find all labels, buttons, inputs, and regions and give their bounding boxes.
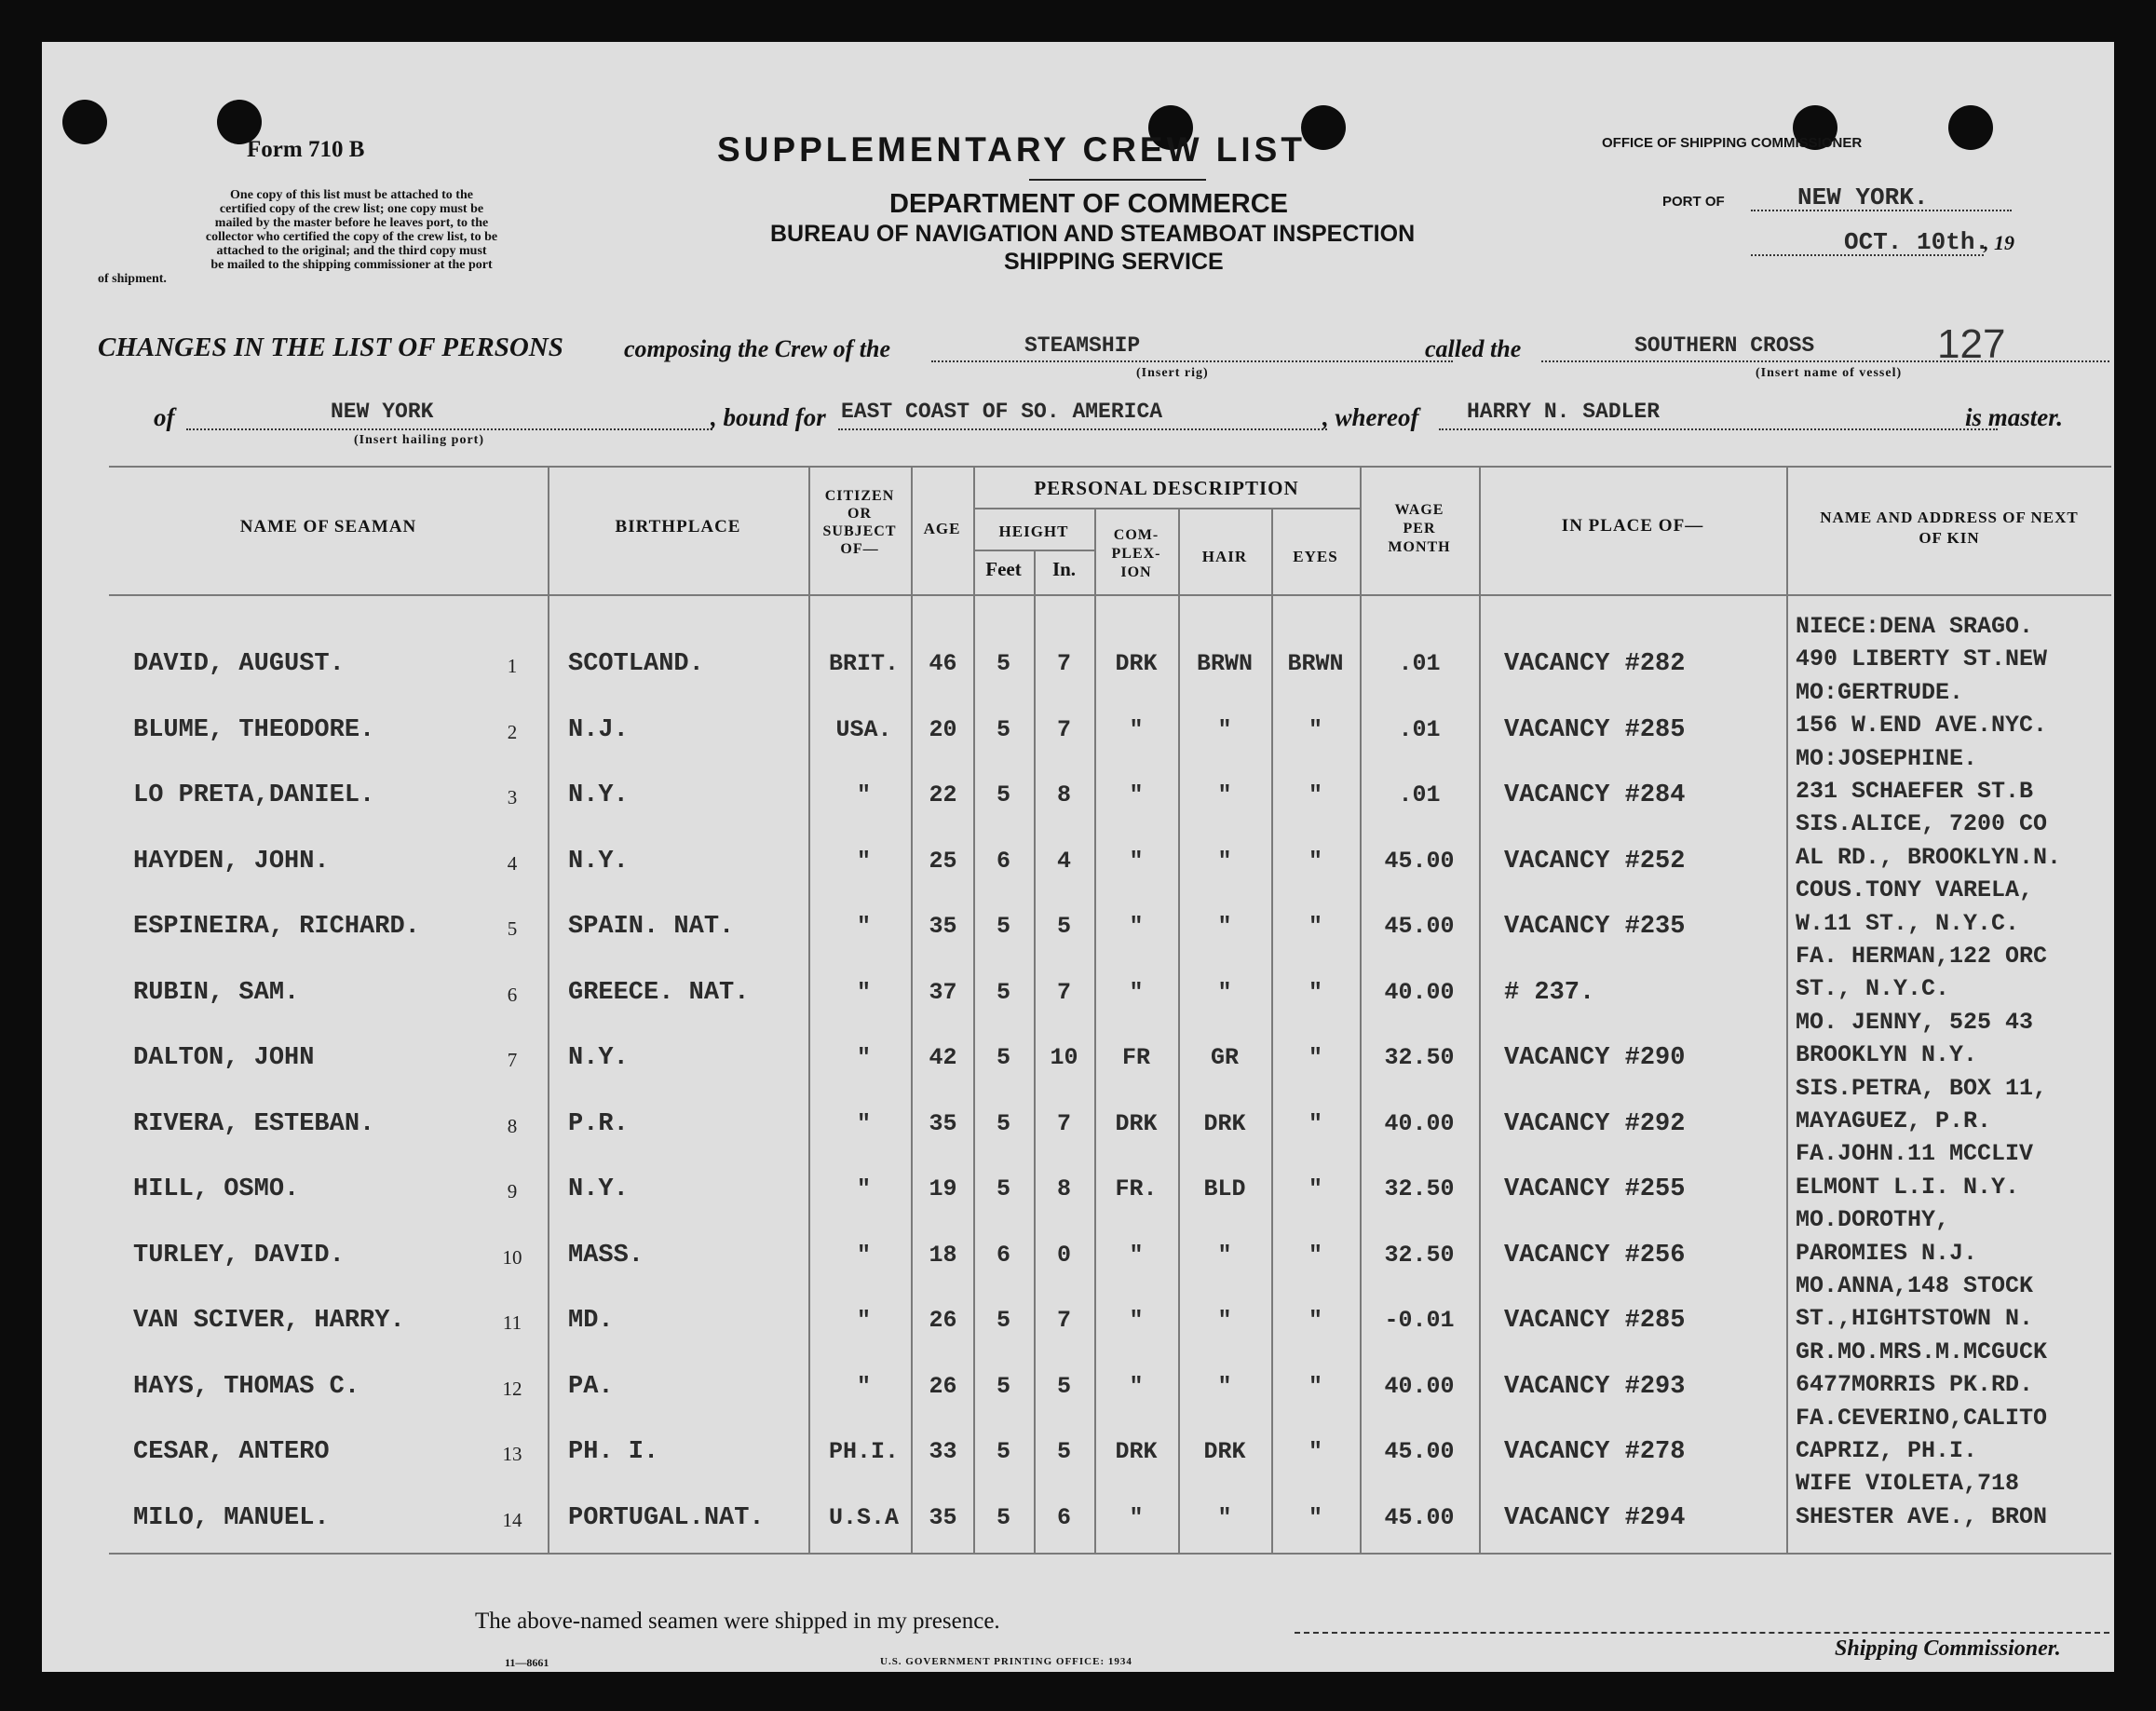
birthplace: PORTUGAL.NAT. bbox=[568, 1503, 765, 1532]
seaman-name: MILO, MANUEL. bbox=[133, 1503, 330, 1532]
header-personal-description: PERSONAL DESCRIPTION bbox=[1034, 477, 1299, 499]
row-number: 4 bbox=[507, 851, 518, 875]
kin-line: SHESTER AVE., BRON bbox=[1796, 1502, 2048, 1530]
kin-line: MO.ANNA,148 STOCK bbox=[1796, 1272, 2034, 1299]
header-wage-line: WAGE bbox=[1394, 502, 1444, 518]
signature-label: Shipping Commissioner. bbox=[1835, 1636, 2061, 1661]
in-place-of: VACANCY #255 bbox=[1504, 1175, 1686, 1203]
crew-list-document bbox=[42, 42, 2114, 1672]
called-label: called the bbox=[1425, 335, 1522, 362]
eyes: " bbox=[1308, 1044, 1322, 1071]
height-feet: 5 bbox=[996, 1044, 1010, 1071]
in-place-of: VACANCY #256 bbox=[1504, 1241, 1686, 1270]
height-feet: 5 bbox=[996, 1307, 1010, 1334]
complexion: " bbox=[1129, 715, 1144, 743]
kin-line: MO:GERTRUDE. bbox=[1796, 678, 1964, 706]
seaman-name: LO PRETA,DANIEL. bbox=[133, 781, 375, 809]
height-inches: 8 bbox=[1056, 781, 1071, 808]
printer-imprint: U.S. GOVERNMENT PRINTING OFFICE: 1934 bbox=[880, 1656, 1132, 1667]
header-complexion-line: PLEX- bbox=[1111, 546, 1161, 562]
citizenship: " bbox=[856, 847, 871, 875]
column-rule bbox=[548, 466, 549, 1553]
height-feet: 5 bbox=[996, 715, 1010, 743]
complexion: FR bbox=[1121, 1044, 1150, 1071]
height-inches: 7 bbox=[1056, 978, 1071, 1006]
height-inches: 5 bbox=[1056, 1438, 1071, 1465]
complexion: " bbox=[1129, 1241, 1144, 1269]
seaman-name: HILL, OSMO. bbox=[133, 1175, 300, 1203]
height-feet: 5 bbox=[996, 650, 1010, 677]
wage: 32.50 bbox=[1384, 1241, 1455, 1269]
row-number: 14 bbox=[502, 1508, 522, 1531]
height-inches: 10 bbox=[1050, 1044, 1078, 1071]
height-inches: 7 bbox=[1056, 1109, 1071, 1137]
in-place-of: VACANCY #252 bbox=[1504, 847, 1686, 876]
header-wage-line: PER bbox=[1403, 521, 1436, 536]
kin-line: NIECE:DENA SRAGO. bbox=[1796, 613, 2034, 640]
in-place-of: VACANCY #284 bbox=[1504, 781, 1686, 809]
in-place-of: VACANCY #278 bbox=[1504, 1438, 1686, 1466]
birthplace: PA. bbox=[568, 1372, 614, 1401]
kin-line: FA.CEVERINO,CALITO bbox=[1796, 1404, 2048, 1432]
age: 20 bbox=[929, 715, 957, 743]
complexion: " bbox=[1129, 781, 1144, 808]
kin-line: AL RD., BROOKLYN.N. bbox=[1796, 843, 2062, 871]
height-feet: 5 bbox=[996, 1175, 1010, 1202]
kin-line: 156 W.END AVE.NYC. bbox=[1796, 712, 2048, 740]
destination: EAST COAST OF SO. AMERICA bbox=[841, 400, 1163, 424]
kin-line: MO. JENNY, 525 43 bbox=[1796, 1008, 2034, 1036]
citizenship: " bbox=[856, 1241, 871, 1269]
header-citizen bbox=[808, 487, 911, 558]
height-inches: 0 bbox=[1056, 1241, 1071, 1269]
header-height: HEIGHT bbox=[998, 523, 1069, 540]
birthplace: N.Y. bbox=[568, 1044, 629, 1072]
kin-line: SIS.PETRA, BOX 11, bbox=[1796, 1074, 2048, 1102]
punch-hole-icon bbox=[1301, 105, 1346, 150]
seaman-name: HAYDEN, JOHN. bbox=[133, 847, 330, 876]
header-citizen-line: CITIZEN bbox=[824, 488, 895, 504]
hailing-port: NEW YORK bbox=[331, 400, 434, 424]
eyes: " bbox=[1308, 1109, 1322, 1137]
table-bottom-rule bbox=[109, 1553, 2111, 1555]
header-feet: Feet bbox=[985, 558, 1022, 580]
kin-line: ST., N.Y.C. bbox=[1796, 975, 1950, 1003]
kin-line: MO.DOROTHY, bbox=[1796, 1206, 1950, 1234]
header-inches: In. bbox=[1051, 558, 1077, 580]
height-inches: 7 bbox=[1056, 650, 1071, 677]
header-next-of-kin bbox=[1786, 508, 2112, 549]
in-place-of: VACANCY #294 bbox=[1504, 1503, 1686, 1532]
height-inches: 6 bbox=[1056, 1503, 1071, 1531]
hair: BRWN bbox=[1196, 650, 1253, 677]
row-number: 6 bbox=[507, 983, 518, 1006]
form-number: Form 710 B bbox=[247, 137, 365, 162]
row-number: 12 bbox=[502, 1377, 522, 1400]
header-birthplace: BIRTHPLACE bbox=[615, 517, 741, 536]
kin-line: W.11 ST., N.Y.C. bbox=[1796, 909, 2020, 937]
height-feet: 6 bbox=[996, 1241, 1010, 1269]
row-number: 1 bbox=[507, 655, 518, 677]
header-complexion-line: COM- bbox=[1113, 527, 1159, 543]
hair: " bbox=[1217, 1241, 1232, 1269]
birthplace: PH. I. bbox=[568, 1438, 659, 1466]
office-label: OFFICE OF SHIPPING COMMISSIONER bbox=[1602, 135, 1863, 151]
instruction-line: attached to the original; and the third copy must bbox=[216, 244, 487, 258]
seaman-name: DAVID, AUGUST. bbox=[133, 650, 345, 678]
kin-line: 6477MORRIS PK.RD. bbox=[1796, 1371, 2034, 1399]
header-kin-line: NAME AND ADDRESS OF NEXT bbox=[1820, 509, 2079, 526]
kin-line: COUS.TONY VARELA, bbox=[1796, 876, 2034, 904]
wage: .01 bbox=[1398, 715, 1441, 743]
complexion: DRK bbox=[1115, 650, 1158, 677]
height-feet: 5 bbox=[996, 1372, 1010, 1400]
in-place-of: # 237. bbox=[1504, 978, 1595, 1007]
complexion: " bbox=[1129, 1372, 1144, 1400]
citizenship: " bbox=[856, 1372, 871, 1400]
age: 33 bbox=[929, 1438, 957, 1465]
height-feet: 5 bbox=[996, 1503, 1010, 1531]
form-code: 11—8661 bbox=[505, 1656, 549, 1669]
seaman-name: DALTON, JOHN bbox=[133, 1044, 315, 1072]
kin-line: 231 SCHAEFER ST.B bbox=[1796, 778, 2034, 805]
birthplace: MASS. bbox=[568, 1241, 644, 1270]
eyes: " bbox=[1308, 978, 1322, 1006]
header-citizen-line: OR bbox=[847, 506, 872, 522]
wage: 45.00 bbox=[1384, 913, 1455, 940]
changes-label: CHANGES IN THE LIST OF PERSONS bbox=[98, 333, 563, 362]
citizenship: BRIT. bbox=[828, 650, 899, 677]
height-inches: 5 bbox=[1056, 1372, 1071, 1400]
hair: DRK bbox=[1203, 1438, 1246, 1465]
bureau-name: BUREAU OF NAVIGATION AND STEAMBOAT INSPECTION bbox=[770, 221, 1416, 247]
height-inches: 4 bbox=[1056, 847, 1071, 875]
complexion: DRK bbox=[1115, 1438, 1158, 1465]
in-place-of: VACANCY #292 bbox=[1504, 1109, 1686, 1138]
birthplace: N.J. bbox=[568, 715, 629, 744]
instruction-line: One copy of this list must be attached to the bbox=[230, 188, 473, 202]
seaman-name: TURLEY, DAVID. bbox=[133, 1241, 345, 1270]
hair: BLD bbox=[1203, 1175, 1246, 1202]
age: 42 bbox=[929, 1044, 957, 1071]
personal-rule bbox=[973, 508, 1360, 509]
table-header-rule bbox=[109, 594, 2111, 596]
header-name-of-seaman: NAME OF SEAMAN bbox=[239, 517, 417, 536]
kin-line: WIFE VIOLETA,718 bbox=[1796, 1470, 2020, 1498]
eyes: BRWN bbox=[1287, 650, 1344, 677]
column-rule bbox=[1786, 466, 1788, 1553]
hair: " bbox=[1217, 913, 1232, 940]
complexion: " bbox=[1129, 913, 1144, 940]
kin-line: GR.MO.MRS.M.MCGUCK bbox=[1796, 1338, 2048, 1365]
in-place-of: VACANCY #293 bbox=[1504, 1372, 1686, 1401]
hair: " bbox=[1217, 1307, 1232, 1334]
row-number: 8 bbox=[507, 1114, 518, 1137]
eyes: " bbox=[1308, 781, 1322, 808]
citizenship: PH.I. bbox=[828, 1438, 899, 1465]
citizenship: " bbox=[856, 978, 871, 1006]
citizenship: U.S.A bbox=[828, 1503, 899, 1531]
age: 35 bbox=[929, 913, 957, 940]
rig-value: STEAMSHIP bbox=[1024, 333, 1141, 358]
birthplace: P.R. bbox=[568, 1109, 629, 1138]
age: 22 bbox=[929, 781, 957, 808]
hailing-port-line bbox=[186, 428, 712, 430]
citizenship: " bbox=[856, 1109, 871, 1137]
kin-line: MAYAGUEZ, P.R. bbox=[1796, 1107, 1992, 1134]
seaman-name: BLUME, THEODORE. bbox=[133, 715, 375, 744]
eyes: " bbox=[1308, 1438, 1322, 1465]
wage: 45.00 bbox=[1384, 1438, 1455, 1465]
kin-line: FA.JOHN.11 MCCLIV bbox=[1796, 1140, 2034, 1168]
kin-line: SIS.ALICE, 7200 CO bbox=[1796, 810, 2048, 838]
height-feet: 5 bbox=[996, 781, 1010, 808]
destination-line bbox=[838, 428, 1327, 430]
age: 18 bbox=[929, 1241, 957, 1269]
form-title: SUPPLEMENTARY CREW LIST bbox=[717, 130, 1306, 169]
header-wage bbox=[1360, 501, 1479, 557]
eyes: " bbox=[1308, 1241, 1322, 1269]
kin-line: ELMONT L.I. N.Y. bbox=[1796, 1173, 2020, 1201]
header-citizen-line: SUBJECT bbox=[822, 523, 897, 539]
birthplace: N.Y. bbox=[568, 847, 629, 876]
rig-line bbox=[931, 360, 1453, 362]
citizenship: " bbox=[856, 1044, 871, 1071]
in-place-of: VACANCY #235 bbox=[1504, 913, 1686, 941]
complexion: " bbox=[1129, 978, 1144, 1006]
whereof-label: , whereof bbox=[1322, 403, 1419, 431]
wage: 40.00 bbox=[1384, 1372, 1455, 1400]
complexion: " bbox=[1129, 1503, 1144, 1531]
service-name: SHIPPING SERVICE bbox=[1004, 249, 1224, 275]
wage: 32.50 bbox=[1384, 1044, 1455, 1071]
age: 46 bbox=[929, 650, 957, 677]
rig-hint: (Insert rig) bbox=[1136, 366, 1209, 380]
in-place-of: VACANCY #285 bbox=[1504, 1307, 1686, 1335]
wage: -0.01 bbox=[1384, 1307, 1455, 1334]
height-inches: 7 bbox=[1056, 715, 1071, 743]
hair: " bbox=[1217, 715, 1232, 743]
header-citizen-line: OF— bbox=[840, 541, 879, 557]
instruction-line: be mailed to the shipping commissioner at the port bbox=[210, 258, 493, 272]
master-label: is master. bbox=[1965, 403, 2064, 431]
complexion: " bbox=[1129, 847, 1144, 875]
wage: .01 bbox=[1398, 650, 1441, 677]
instruction-line: certified copy of the crew list; one copy must be bbox=[219, 202, 484, 216]
birthplace: GREECE. NAT. bbox=[568, 978, 750, 1007]
vessel-name-line bbox=[1541, 360, 2109, 362]
header-complexion-line: ION bbox=[1120, 564, 1152, 580]
punch-hole-icon bbox=[62, 100, 107, 144]
complexion: " bbox=[1129, 1307, 1144, 1334]
vessel-name: SOUTHERN CROSS bbox=[1634, 333, 1815, 358]
eyes: " bbox=[1308, 1175, 1322, 1202]
height-feet: 5 bbox=[996, 913, 1010, 940]
wage: 32.50 bbox=[1384, 1175, 1455, 1202]
punch-hole-icon bbox=[1948, 105, 1993, 150]
eyes: " bbox=[1308, 1307, 1322, 1334]
in-place-of: VACANCY #285 bbox=[1504, 715, 1686, 744]
birthplace: N.Y. bbox=[568, 1175, 629, 1203]
master-line bbox=[1439, 428, 1998, 430]
seaman-name: RUBIN, SAM. bbox=[133, 978, 300, 1007]
hair: " bbox=[1217, 781, 1232, 808]
instruction-line: mailed by the master before he leaves port, to the bbox=[214, 216, 489, 230]
height-feet: 5 bbox=[996, 1438, 1010, 1465]
wage: 40.00 bbox=[1384, 1109, 1455, 1137]
age: 26 bbox=[929, 1307, 957, 1334]
in-place-of: VACANCY #290 bbox=[1504, 1044, 1686, 1072]
page-mark: 127 bbox=[1937, 321, 2006, 367]
instruction-line: collector who certified the copy of the crew list, to be bbox=[205, 230, 498, 244]
height-feet: 6 bbox=[996, 847, 1010, 875]
column-rule bbox=[1479, 466, 1481, 1553]
signature-line bbox=[1295, 1632, 2109, 1634]
age: 35 bbox=[929, 1503, 957, 1531]
row-number: 9 bbox=[507, 1180, 518, 1202]
vessel-name-hint: (Insert name of vessel) bbox=[1756, 366, 1903, 380]
birthplace: SPAIN. NAT. bbox=[568, 913, 735, 941]
citizenship: " bbox=[856, 1307, 871, 1334]
kin-line: FA. HERMAN,122 ORC bbox=[1796, 943, 2048, 970]
height-feet: 5 bbox=[996, 978, 1010, 1006]
seaman-name: HAYS, THOMAS C. bbox=[133, 1372, 360, 1401]
header-complexion bbox=[1094, 526, 1178, 582]
hair: " bbox=[1217, 1503, 1232, 1531]
seaman-name: ESPINEIRA, RICHARD. bbox=[133, 913, 420, 941]
eyes: " bbox=[1308, 913, 1322, 940]
eyes: " bbox=[1308, 1503, 1322, 1531]
age: 19 bbox=[929, 1175, 957, 1202]
wage: 45.00 bbox=[1384, 847, 1455, 875]
header-in-place-of: IN PLACE OF— bbox=[1561, 516, 1704, 536]
wage: .01 bbox=[1398, 781, 1441, 808]
age: 26 bbox=[929, 1372, 957, 1400]
kin-line: 490 LIBERTY ST.NEW bbox=[1796, 645, 2048, 673]
title-rule bbox=[1029, 179, 1206, 181]
citizenship: USA. bbox=[835, 715, 892, 743]
seaman-name: VAN SCIVER, HARRY. bbox=[133, 1307, 405, 1335]
date-value: OCT. 10th. bbox=[1844, 228, 1990, 256]
kin-line: PAROMIES N.J. bbox=[1796, 1239, 1978, 1267]
row-number: 2 bbox=[507, 720, 518, 743]
row-number: 13 bbox=[502, 1443, 522, 1465]
bound-label: , bound for bbox=[711, 403, 826, 431]
header-kin-line: OF KIN bbox=[1919, 529, 1980, 547]
header-hair: HAIR bbox=[1201, 548, 1248, 565]
hailing-port-hint: (Insert hailing port) bbox=[354, 433, 484, 447]
height-feet: 5 bbox=[996, 1109, 1010, 1137]
port-label: PORT OF bbox=[1662, 194, 1725, 210]
hair: " bbox=[1217, 1372, 1232, 1400]
birthplace: N.Y. bbox=[568, 781, 629, 809]
row-number: 7 bbox=[507, 1049, 518, 1071]
birthplace: MD. bbox=[568, 1307, 614, 1335]
complexion: DRK bbox=[1115, 1109, 1158, 1137]
header-age: AGE bbox=[923, 520, 961, 537]
citizenship: " bbox=[856, 913, 871, 940]
year-suffix: , 19 bbox=[1984, 231, 2014, 254]
column-rule bbox=[808, 466, 810, 1553]
seaman-name: RIVERA, ESTEBAN. bbox=[133, 1109, 375, 1138]
age: 25 bbox=[929, 847, 957, 875]
header-wage-line: MONTH bbox=[1388, 539, 1451, 555]
in-place-of: VACANCY #282 bbox=[1504, 650, 1686, 678]
eyes: " bbox=[1308, 847, 1322, 875]
age: 35 bbox=[929, 1109, 957, 1137]
header-eyes: EYES bbox=[1293, 548, 1338, 565]
birthplace: SCOTLAND. bbox=[568, 650, 704, 678]
citizenship: " bbox=[856, 1175, 871, 1202]
hair: " bbox=[1217, 978, 1232, 1006]
row-number: 10 bbox=[502, 1245, 522, 1269]
kin-line: CAPRIZ, PH.I. bbox=[1796, 1437, 1978, 1464]
row-number: 5 bbox=[507, 917, 518, 940]
height-inches: 8 bbox=[1056, 1175, 1071, 1202]
form-instructions bbox=[98, 188, 605, 286]
hair: GR bbox=[1210, 1044, 1239, 1071]
eyes: " bbox=[1308, 715, 1322, 743]
hair: " bbox=[1217, 847, 1232, 875]
table-top-rule bbox=[109, 466, 2111, 468]
age: 37 bbox=[929, 978, 957, 1006]
footer-statement: The above-named seamen were shipped in my presence. bbox=[475, 1609, 1000, 1634]
instruction-line: of shipment. bbox=[98, 272, 167, 286]
eyes: " bbox=[1308, 1372, 1322, 1400]
master-name: HARRY N. SADLER bbox=[1467, 400, 1661, 424]
citizenship: " bbox=[856, 781, 871, 808]
kin-line: ST.,HIGHTSTOWN N. bbox=[1796, 1305, 2034, 1333]
row-number: 3 bbox=[507, 786, 518, 808]
composing-label: composing the Crew of the bbox=[624, 335, 891, 362]
of-label: of bbox=[154, 403, 175, 431]
complexion: FR. bbox=[1115, 1175, 1158, 1202]
hair: DRK bbox=[1203, 1109, 1246, 1137]
department-name: DEPARTMENT OF COMMERCE bbox=[889, 189, 1289, 219]
height-inches: 5 bbox=[1056, 913, 1071, 940]
height-inches: 7 bbox=[1056, 1307, 1071, 1334]
wage: 40.00 bbox=[1384, 978, 1455, 1006]
kin-line: BROOKLYN N.Y. bbox=[1796, 1041, 1978, 1069]
wage: 45.00 bbox=[1384, 1503, 1455, 1531]
port-value: NEW YORK. bbox=[1797, 183, 1929, 211]
kin-line: MO:JOSEPHINE. bbox=[1796, 744, 1978, 772]
row-number: 11 bbox=[502, 1311, 522, 1334]
seaman-name: CESAR, ANTERO bbox=[133, 1438, 330, 1466]
